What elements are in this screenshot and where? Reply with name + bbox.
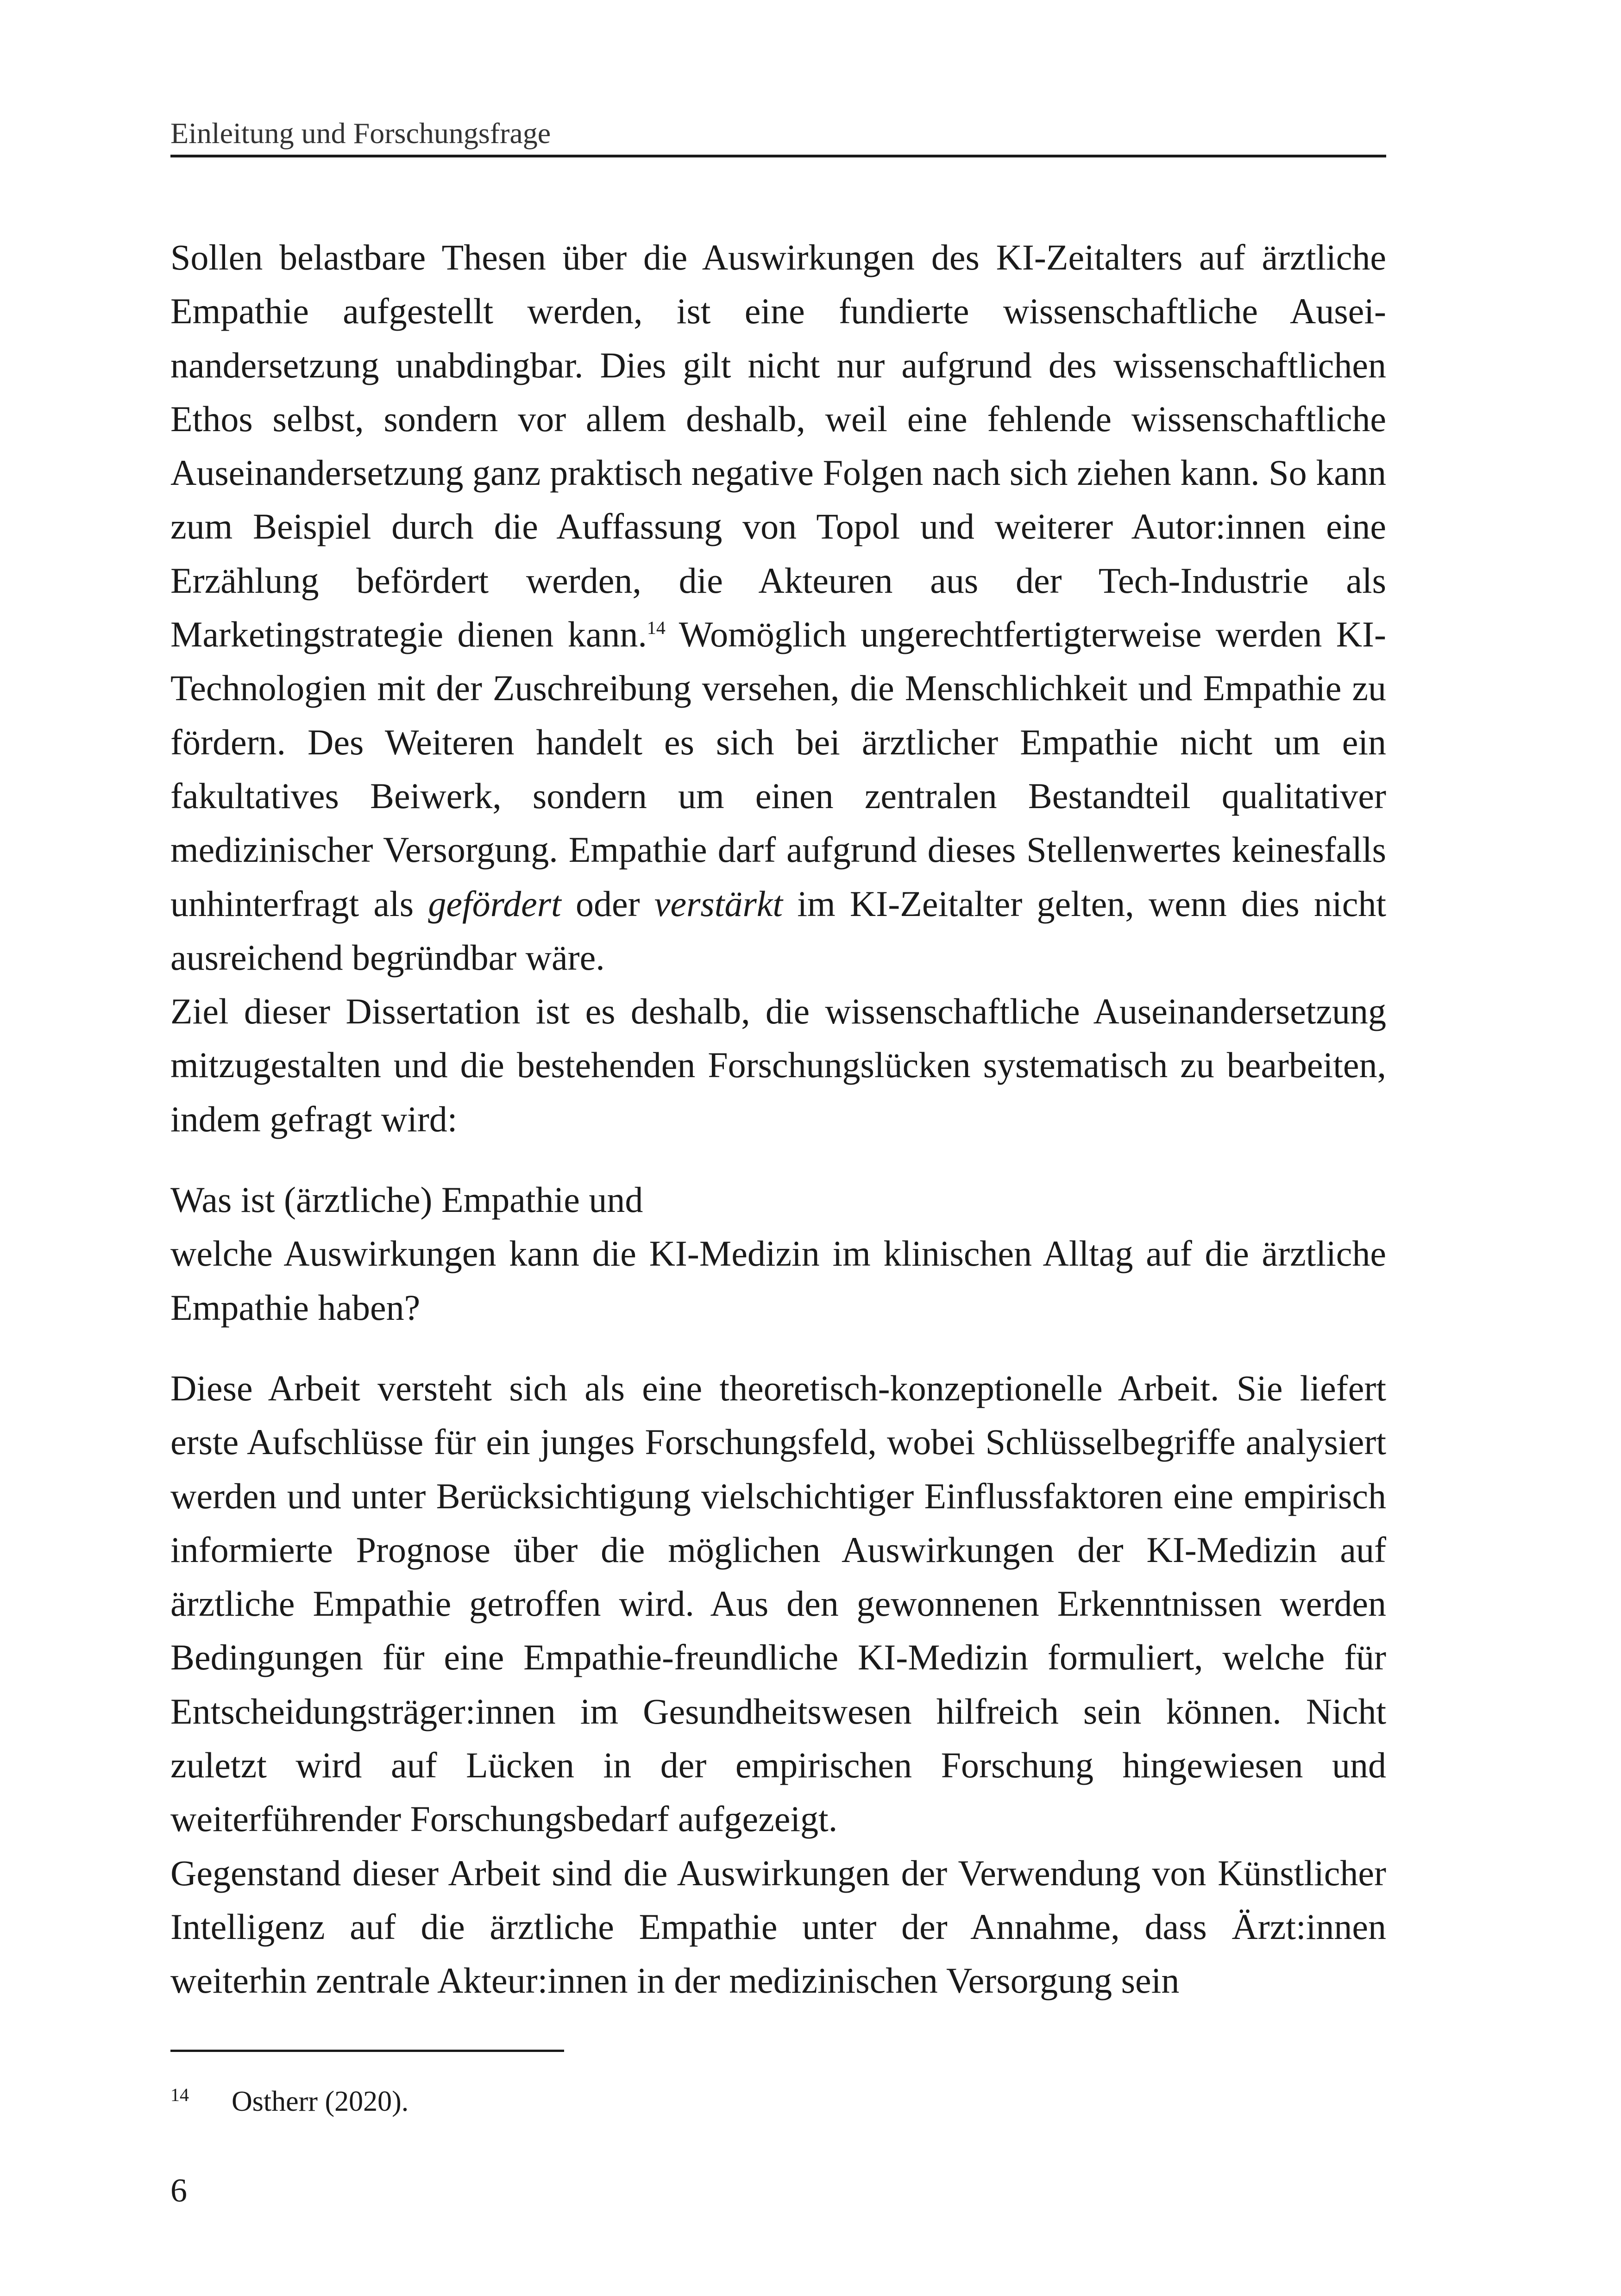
research-question-line-2: welche Auswirkungen kann die KI-Medizin im klinischen Alltag auf die ärztliche Empathie haben? — [170, 1233, 1386, 1328]
footnote-text: Ostherr (2020). — [232, 2086, 409, 2117]
footnote-rule — [170, 2050, 564, 2052]
page-number: 6 — [170, 2172, 187, 2209]
paragraph-4: Gegenstand dieser Arbeit sind die Auswirkungen der Verwendung von Künstlicher Intelligenz auf die ärztliche Empathie unter der Annahme, dass Ärzt:innen weiterhin zentrale Akteur:innen in der medizinischen Versorgung sein — [170, 1852, 1386, 2001]
paragraph-1-text-a: Sollen belastbare Thesen über die Auswirkungen des KI-Zeitalters auf ärztliche Empathie aufgestellt werden, ist eine fundierte wissenschaftliche Auseinandersetzung unabdingbar. Dies gilt nicht nur aufgrund des wissenschaftlichen Ethos selbst, sondern vor allem deshalb, weil eine fehlende wissenschaftliche Auseinandersetzung ganz praktisch negative Folgen nach sich ziehen kann. So kann zum Beispiel durch die Auffassung von Topol und weiterer Autor:innen eine Erzählung befördert werden, die Akteuren aus der Tech-Industrie als Marketingstrategie dienen kann. — [170, 237, 1386, 655]
paragraph-1-text-d: im KI-Zeitalter gelten, wenn dies nicht ausreichend begründbar wäre. — [170, 883, 1386, 978]
paragraph-2: Ziel dieser Dissertation ist es deshalb, die wissenschaftliche Auseinandersetzung mitzugestalten und die bestehenden Forschungslücken systematisch zu bearbeiten, indem gefragt wird: — [170, 991, 1386, 1139]
research-question-line-1: Was ist (ärztliche) Empathie und — [170, 1179, 643, 1220]
paragraph-3: Diese Arbeit versteht sich als eine theoretisch-konzeptionelle Arbeit. Sie liefert erste Aufschlüsse für ein junges Forschungsfeld, wobei Schlüsselbegriffe analysiert werden und unter Berücksichtigung vielschichtiger Einflussfaktoren eine empirisch informierte Prognose über die möglichen Auswirkungen der KI-Medizin auf ärztliche Empathie getroffen wird. Aus den gewonnenen Erkenntnissen werden Bedingungen für eine Empathie-freundliche KI-Medizin formuliert, welche für Entscheidungsträger:innen im Gesundheitswesen hilfreich sein können. Nicht zuletzt wird auf Lücken in der empirischen Forschung hingewiesen und weiterführender Forschungsbedarf aufgezeigt. — [170, 1368, 1386, 1839]
footnote-number: 14 — [170, 2084, 189, 2105]
body-text — [170, 231, 1386, 2008]
emphasis-verstaerkt: verstärkt — [654, 883, 783, 924]
emphasis-gefoerdert: gefördert — [428, 883, 561, 924]
running-header: Einleitung und Forschungsfrage — [170, 117, 551, 150]
header-rule — [170, 155, 1386, 157]
research-question — [170, 1173, 1386, 1335]
paragraph-1-text-c: oder — [561, 883, 654, 924]
paragraph-1-text-b: Womöglich ungerechtfertigterweise werden KI-Technologien mit der Zuschreibung versehen, die Menschlichkeit und Empathie zu fördern. Des Weiteren handelt es sich bei ärztlicher Empathie nicht um ein fakultatives Beiwerk, sondern um einen zentralen Bestandteil qualitativer medizinischer Versorgung. Empathie darf aufgrund dieses Stellenwertes keinesfalls unhinterfragt als — [170, 614, 1386, 924]
footnote-reference[interactable]: 14 — [647, 617, 666, 639]
paragraph-1 — [170, 231, 1386, 985]
